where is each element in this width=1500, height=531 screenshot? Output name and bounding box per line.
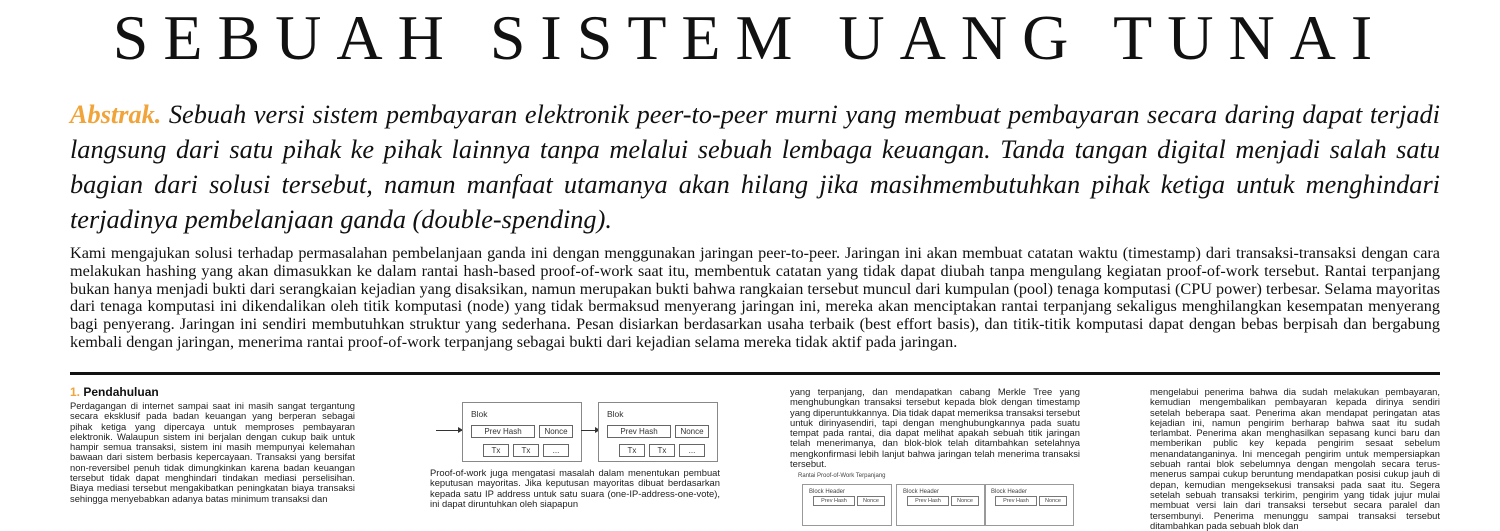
nonce-box: Nonce (539, 425, 573, 438)
section-number: 1. (70, 385, 81, 399)
column-4-text: mengelabui penerima bahwa dia sudah melakukan pembayaran, kemudian mengembalikan pembayaran kepada dirinya sendiri setelah beberapa saat. Penerima akan mendapat peringatan atas kejadian ini, namun pengirim berharap bahwa saat itu sudah terlambat. Penerima akan menghasilkan sepasang kunci baru dan memberikan public key kepada pengirim sesaat sebelum menandatanganinya. Ini mencegah pengirim untuk mempersiapkan sebuah rantai blok sebelumnya dengan mengolah secara terus-menerus sampai cukup beruntung mendapatkan posisi cukup jauh di depan, kemudian mengeksekusi transaksi pada saat itu. Segera setelah sebuah transaksi terkirim, pengirim yang tidak jujur mulai membuat versi lain dari transaksi tersebut secara paralel dan tersembunyi. Penerima menunggu sampai transaksi tersebut ditambahkan pada sebuah blok dan (1150, 386, 1440, 531)
chain-caption: Rantai Proof-of-Work Terpanjang (798, 473, 886, 480)
document-title: SEBUAH SISTEM UANG TUNAI (112, 2, 1388, 73)
column-3-text: yang terpanjang, dan mendapatkan cabang Merkle Tree yang menghubungkan transaksi tersebut kepada blok dengan timestamp yang diperuntukkannya. Dia tidak dapat memeriksa transaksi tersebut untuk dirinyasendiri, tapi dengan menghubungkannya pada suatu tempat pada rantai, dia dapat melihat apakah sebuah titik jaringan telah menerimanya, dan blok-blok telah ditambahkan setelahnya mengkonfirmasi lebih lanjut bahwa jaringan telah menerima transaksi tersebut. (790, 386, 1080, 470)
tx-box: Tx (619, 444, 645, 457)
block-diagram-item (598, 402, 718, 462)
section-text: Perdagangan di internet sampai saat ini masih sangat tergantung secara eksklusif pada badan keuangan yang berperan sebagai pihak ketiga yang dipercaya untuk memproses pembayaran elektronik. Walaupun sistem ini berjalan dengan cukup baik untuk hampir semua transaksi, sistem ini masih mempunyai kelemahan bawaan dari sistem berbasis kepercayaan. Transaksi yang bersifat non-reversibel penuh tidak dimungkinkan karena badan keuangan tersebut tidak dapat menghindari tindakan mediasi perselisihan. Biaya mediasi tersebut mengakibatkan peningkatan biaya transaksi sehingga menyebabkan adanya batas minimum transaksi dan (70, 400, 355, 504)
block-header-item (984, 484, 1074, 526)
ellipsis-box: ... (543, 444, 569, 457)
block-header-item (896, 484, 986, 526)
block-header-label: Block Header (809, 488, 846, 495)
block-header-label: Block Header (991, 488, 1028, 495)
column-4 (1150, 386, 1440, 531)
column-1 (70, 385, 355, 504)
block-diagram-item (462, 402, 582, 462)
arrow-icon (581, 430, 599, 431)
intro-paragraph: Kami mengajukan solusi terhadap permasalahan pembelanjaan ganda ini dengan menggunakan jaringan peer-to-peer. Jaringan ini akan membuat catatan waktu (timestamp) dari transaksi-transaksi dengan cara melakukan hashing yang akan dimasukkan ke dalam rantai hash-based proof-of-work saat itu, membentuk catatan yang tidak dapat diubah tanpa mengulang kegiatan proof-of-work tersebut. Rantai terpanjang bukan hanya menjadi bukti dari serangkaian kejadian yang disaksikan, namun merupakan bukti bahwa rangkaian tersebut muncul dari kumpulan (pool) tenaga komputasi (CPU power) terbesar. Selama mayoritas dari tenaga komputasi ini dikendalikan oleh titik komputasi (node) yang tidak bermaksud menyerang jaringan ini, mereka akan menciptakan rantai terpanjang sekaligus menghilangkan kesempatan menyerang bagi penyerang. Jaringan ini sendiri membutuhkan struktur yang sederhana. Pesan disiarkan berdasarkan usaha terbaik (best effort basis), dan titik-titik komputasi dapat dengan bebas berpisah dan bergabung kembali dengan jaringan, menerima rantai proof-of-work terpanjang sebagai bukti dari kejadian selama mereka tidak aktif pada jaringan. (70, 244, 1440, 351)
nonce-box: Nonce (857, 496, 885, 506)
block-header-label: Block Header (903, 488, 940, 495)
block-header-item (802, 484, 892, 526)
block-label: Blok (471, 409, 488, 419)
prev-hash-box: Prev Hash (907, 496, 949, 506)
block-label: Blok (607, 409, 624, 419)
section-divider (70, 372, 1440, 375)
column-3 (790, 387, 1080, 503)
nonce-box: Nonce (1039, 496, 1067, 506)
column-2-text: Proof-of-work juga mengatasi masalah dalam menentukan pembuat keputusan mayoritas. Jika keputusan mayoritas dibuat berdasarkan kepada satu IP address untuk satu suara (one-IP-address-one-vote), ini dapat diruntuhkan oleh siapapun (430, 467, 720, 509)
section-heading (70, 385, 355, 399)
tx-box: Tx (513, 444, 539, 457)
arrow-icon (436, 430, 462, 431)
tx-box: Tx (649, 444, 675, 457)
prev-hash-box: Prev Hash (995, 496, 1037, 506)
longest-chain-diagram (790, 484, 1080, 524)
prev-hash-box: Prev Hash (607, 425, 671, 438)
prev-hash-box: Prev Hash (471, 425, 535, 438)
abstract (70, 97, 1440, 237)
section-title: Pendahuluan (83, 385, 159, 399)
tx-box: Tx (483, 444, 509, 457)
abstract-text: Sebuah versi sistem pembayaran elektronik peer-to-peer murni yang membuat pembayaran secara daring dapat terjadi langsung dari satu pihak ke pihak lainnya tanpa melalui sebuah lembaga keuangan. Tanda tangan digital menjadi salah satu bagian dari solusi tersebut, namun manfaat utamanya akan hilang jika masihmembutuhkan pihak ketiga untuk menghindari terjadinya pembelanjaan ganda (double-spending). (70, 100, 1440, 234)
nonce-box: Nonce (675, 425, 709, 438)
ellipsis-box: ... (679, 444, 705, 457)
nonce-box: Nonce (951, 496, 979, 506)
column-2 (430, 398, 720, 509)
abstract-label: Abstrak. (70, 100, 162, 129)
proof-of-work-diagram (430, 398, 720, 466)
prev-hash-box: Prev Hash (813, 496, 855, 506)
